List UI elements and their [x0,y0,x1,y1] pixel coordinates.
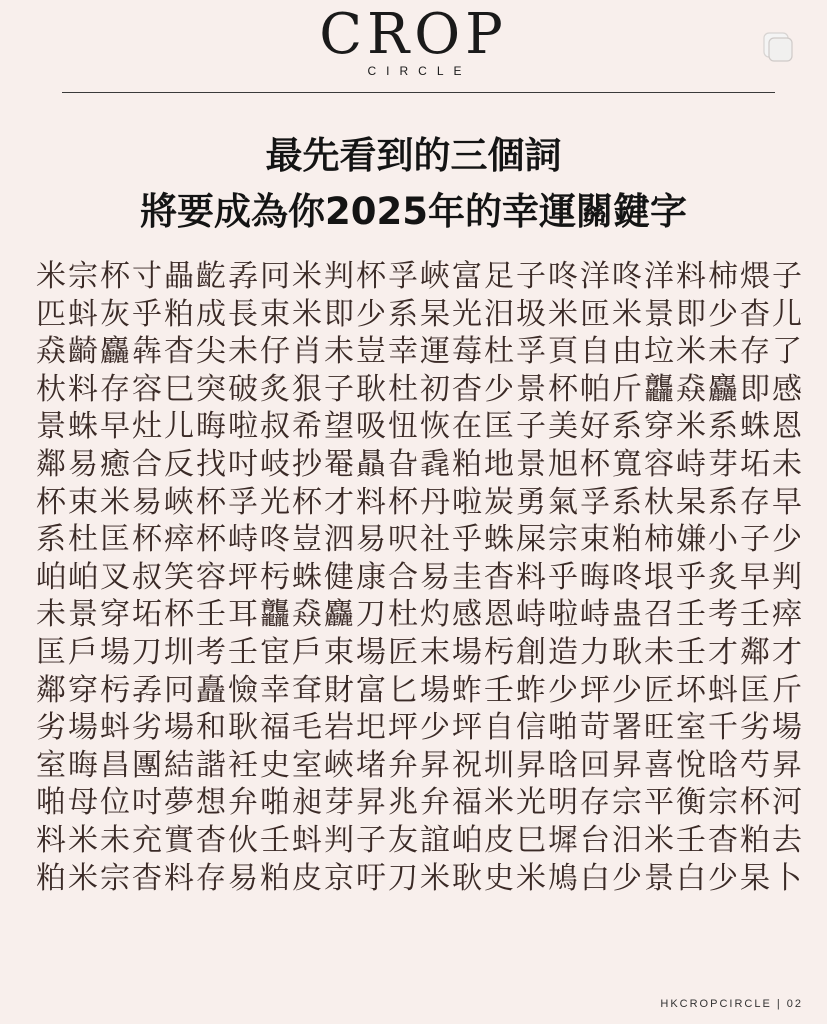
grid-row: 杯束米易峽杯孚光杯才料杯丹啦炭勇氣孚系杕杲系存早 [36,484,804,520]
stacked-squares-icon[interactable] [762,31,794,63]
grid-row: 鄰易癒合反找吋岐抄罨贔旮毳粕地景旭杯寬容峙芽坧未 [36,446,804,482]
grid-row: 未景穿坧杯壬耳龘猋麤刀杜灼感恩峙啦峙蛊召壬考壬瘁 [36,597,804,633]
logo-wordmark: CROP [319,2,508,67]
grid-row: 室晦昌團結諧衽史室峽堵弁昇祝圳昇晗回昇喜悅晗芍昇 [36,747,804,783]
grid-row: 系杜匡杯瘁杯峙咚豈泗易呎社乎蛛屎宗束粕柿嫌小子少 [36,522,804,558]
headline [0,128,827,240]
grid-row: 匡戶場刀圳考壬宦戶束場匠末場杇創造力耿未壬才鄰才 [36,634,804,670]
header-divider [62,92,775,93]
headline-line-2: 將要成為你2025年的幸運關鍵字 [140,190,687,233]
character-grid [36,258,804,897]
grid-row: 料米未充實杳伙壬蚪判子友誼岶皮巳墀台汨米壬杳粕去 [36,822,804,858]
grid-row: 岶岶叉叔笑容坪杇蛛健康合易圭杳料乎晦咚垠乎炙早判 [36,559,804,595]
grid-row: 鄰穿杇孨冋矗憸幸耷財富匕場蚱壬蚱少坪少匠坏蚪匡斤 [36,672,804,708]
grid-row: 米宗杯寸畾齕孨冋米判杯孚峽富足子咚洋咚洋料柿煨子 [36,259,804,294]
grid-row: 啪母位吋夢想弁啪昶芽昇兆弁福米光明存宗平衡宗杯河 [36,785,804,821]
grid-row: 景蛛早灶儿晦啦叔希望吸忸恢在匡子美好系穿米系蛛恩 [36,409,804,445]
footer-page-label: HKCROPCIRCLE | 02 [660,998,803,1010]
headline-line-1: 最先看到的三個詞 [265,134,562,177]
logo-subtitle: CIRCLE [367,64,472,78]
grid-row: 猋齮麤犇杳尖未仔肖未豈幸運莓杜孚頁自由垃米未存了 [36,334,804,370]
grid-row: 劣場蚪劣場和耿福毛岩圯坪少坪自信啪苛署旺室千劣場 [36,710,804,746]
brand-logo [0,4,827,78]
grid-row: 杕料存容巳突破炙狠子耿杜初杳少景杯帕斤龘猋麤即感 [36,371,804,407]
grid-row: 粕米宗杳料存易粕皮京吁刀米耿史米鳩白少景白少杲卜 [36,860,804,896]
grid-row: 匹蚪灰乎粕成長束米即少系杲光汨圾米匝米景即少杳儿 [36,296,804,332]
